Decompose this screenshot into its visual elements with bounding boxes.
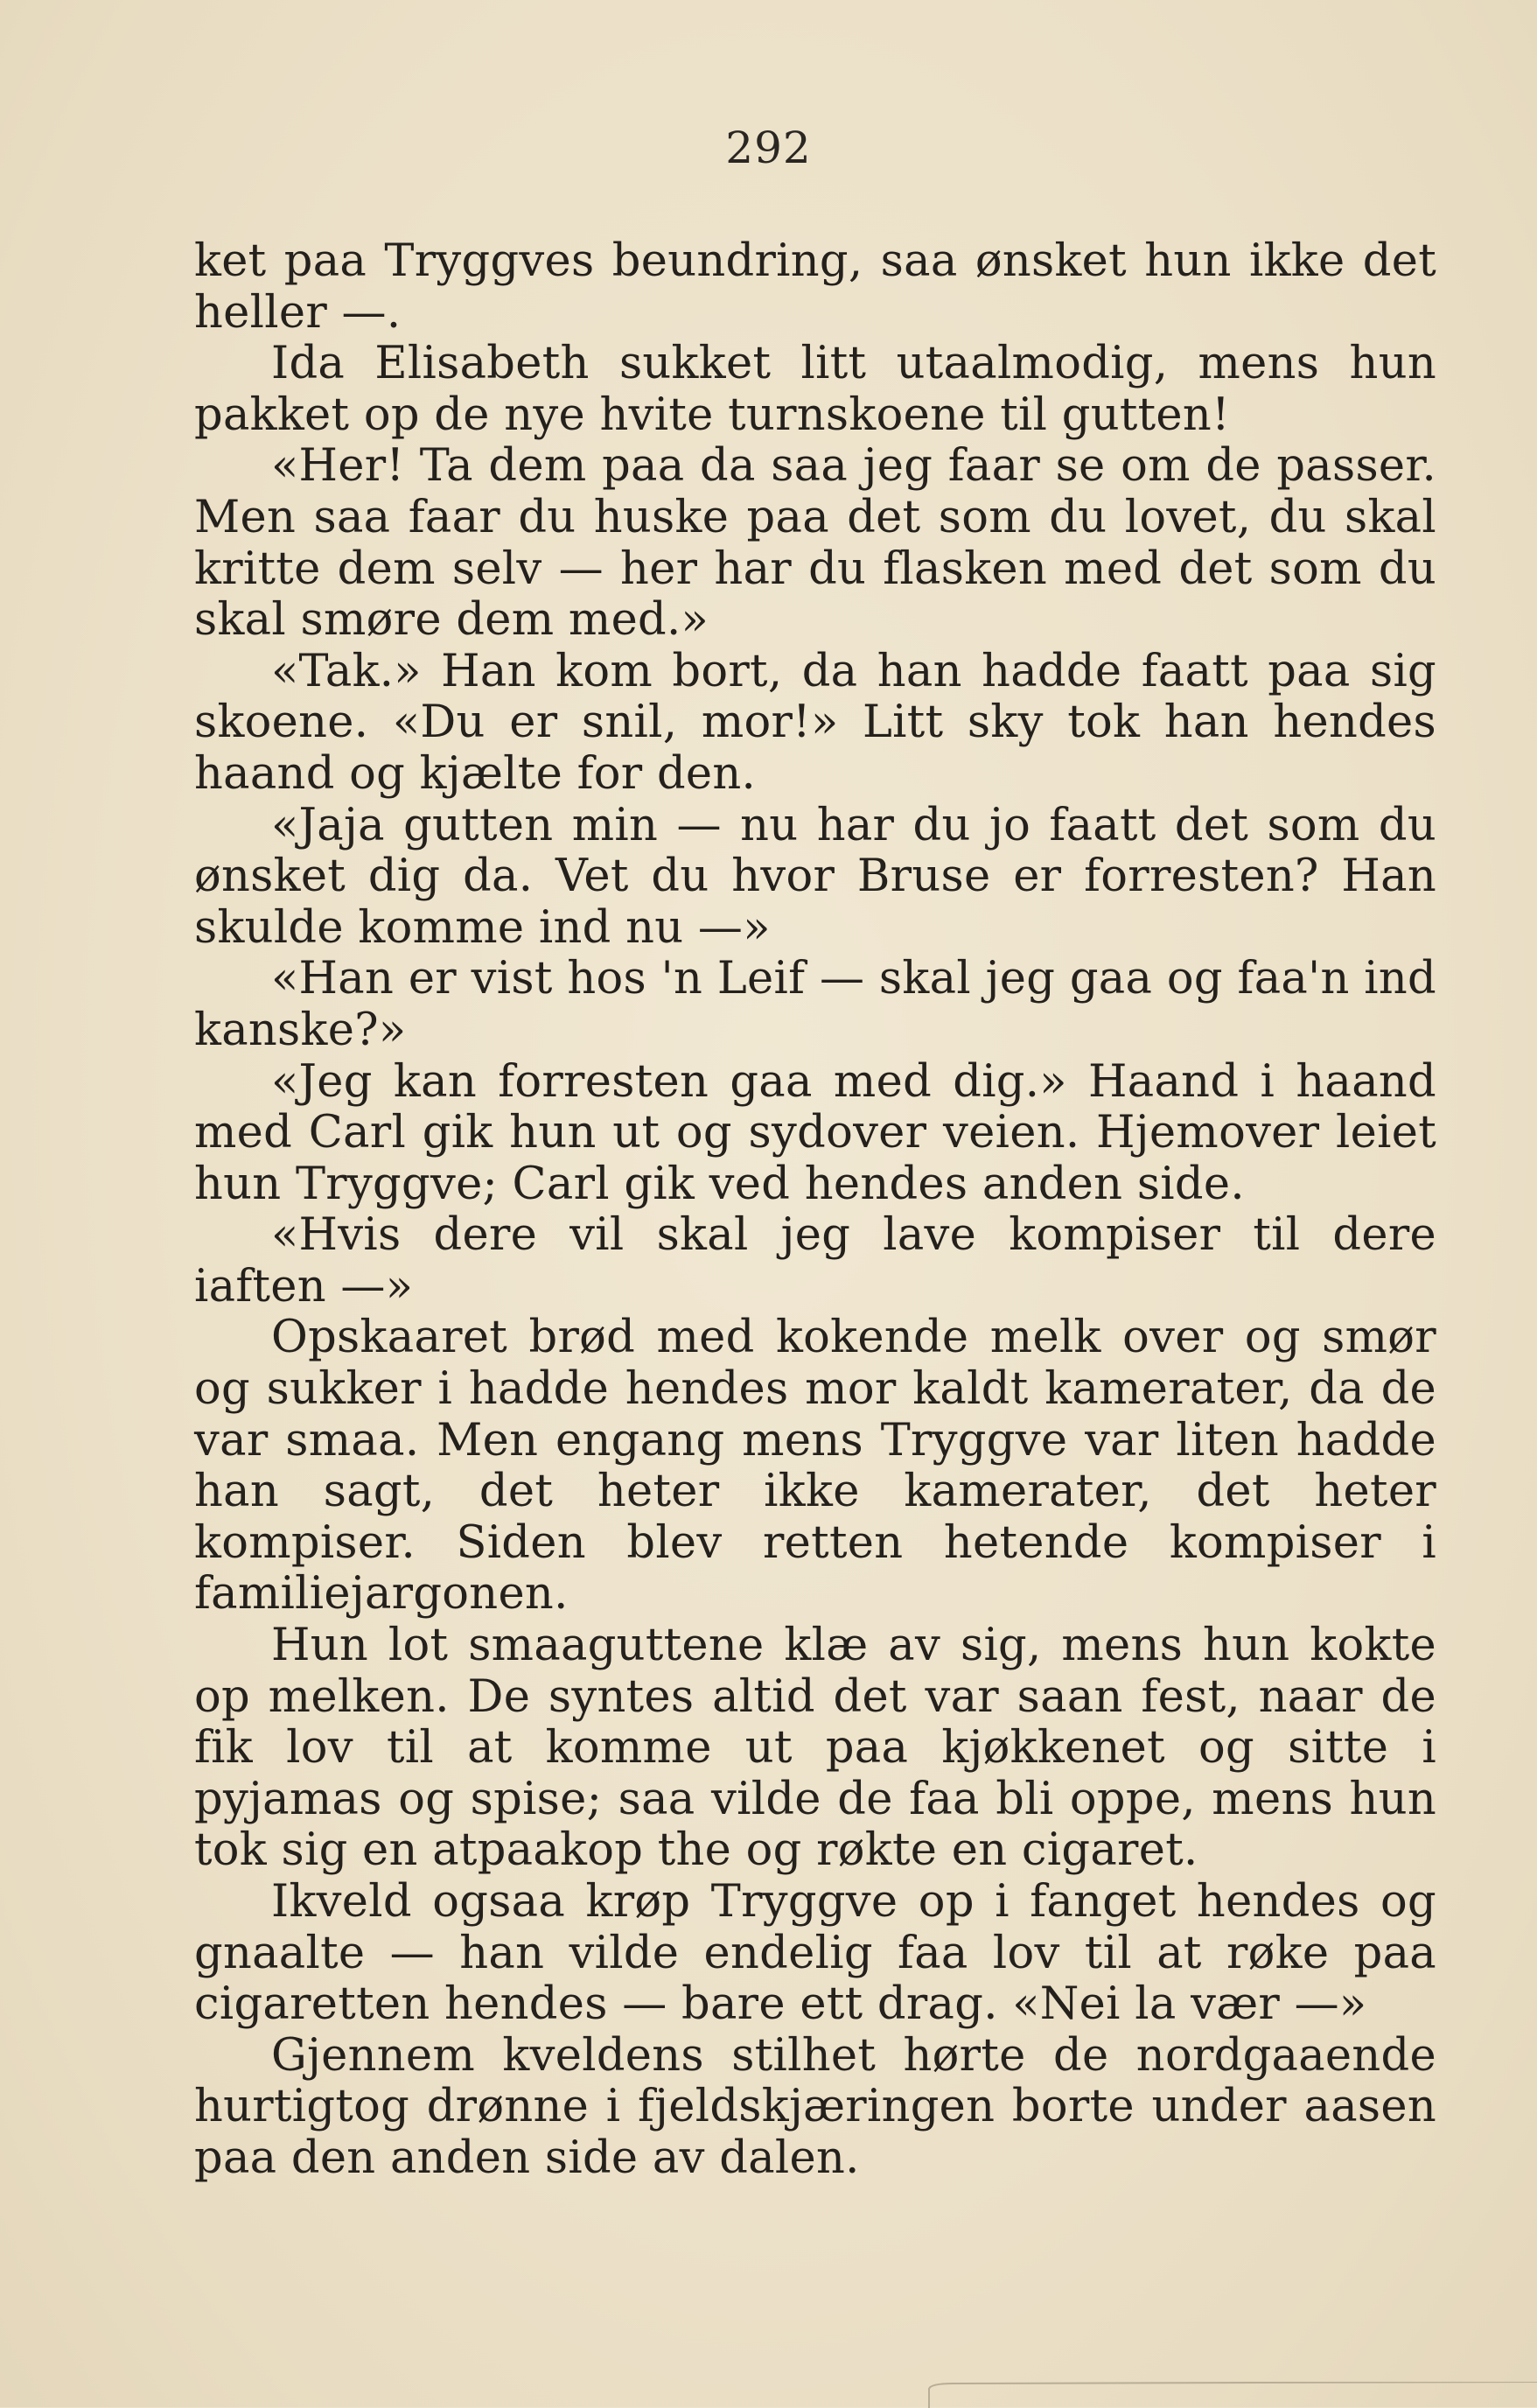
- paragraph: «Jaja gutten min — nu har du jo faatt det som du ønsket dig da. Vet du hvor Bruse er forresten? Han skulde komme ind nu —»: [194, 799, 1436, 954]
- paragraph: Gjennem kveldens stilhet hørte de nordgaaende hurtigtog drønne i fjeldskjæringen borte under aasen paa den anden side av dalen.: [194, 2029, 1436, 2184]
- paragraph: «Hvis dere vil skal jeg lave kompiser til dere iaften —»: [194, 1209, 1436, 1312]
- paragraph: Ida Elisabeth sukket litt utaalmodig, mens hun pakket op de nye hvite turnskoene til gutten!: [194, 338, 1436, 441]
- paragraph: «Tak.» Han kom bort, da han hadde faatt paa sig skoene. «Du er snil, mor!» Litt sky tok han hendes haand og kjælte for den.: [194, 645, 1436, 800]
- paragraph: Ikveld ogsaa krøp Tryggve op i fanget hendes og gnaalte — han vilde endelig faa lov til at røke paa cigaretten hendes — bare ett drag. «Nei la vær —»: [194, 1876, 1436, 2031]
- paragraph: Opskaaret brød med kokende melk over og smør og sukker i hadde hendes mor kaldt kamerater, da de var smaa. Men engang mens Tryggve var liten hadde han sagt, det heter ikke kamerater, det heter kompiser. Siden blev retten hetende kompiser i familiejargonen.: [194, 1312, 1436, 1620]
- paper-edge-mark: [927, 2382, 1537, 2408]
- page-number: 292: [725, 122, 812, 173]
- paragraph: «Her! Ta dem paa da saa jeg faar se om de passer. Men saa faar du huske paa det som du lovet, du skal kritte dem selv — her har du flasken med det som du skal smøre dem med.»: [194, 440, 1436, 647]
- paragraph: «Han er vist hos 'n Leif — skal jeg gaa og faa'n ind kanske?»: [194, 953, 1436, 1056]
- paragraph: ket paa Tryggves beundring, saa ønsket hun ikke det heller —.: [194, 235, 1436, 339]
- paragraph: Hun lot smaaguttene klæ av sig, mens hun kokte op melken. De syntes altid det var saan fest, naar de fik lov til at komme ut paa kjøkkenet og sitte i pyjamas og spise; saa vilde de faa bli oppe, mens hun tok sig en atpaakop the og røkte en cigaret.: [194, 1620, 1436, 1877]
- body-text: [194, 236, 1436, 2185]
- paragraph: «Jeg kan forresten gaa med dig.» Haand i haand med Carl gik hun ut og sydover veien. Hjemover leiet hun Tryggve; Carl gik ved hendes anden side.: [194, 1055, 1436, 1210]
